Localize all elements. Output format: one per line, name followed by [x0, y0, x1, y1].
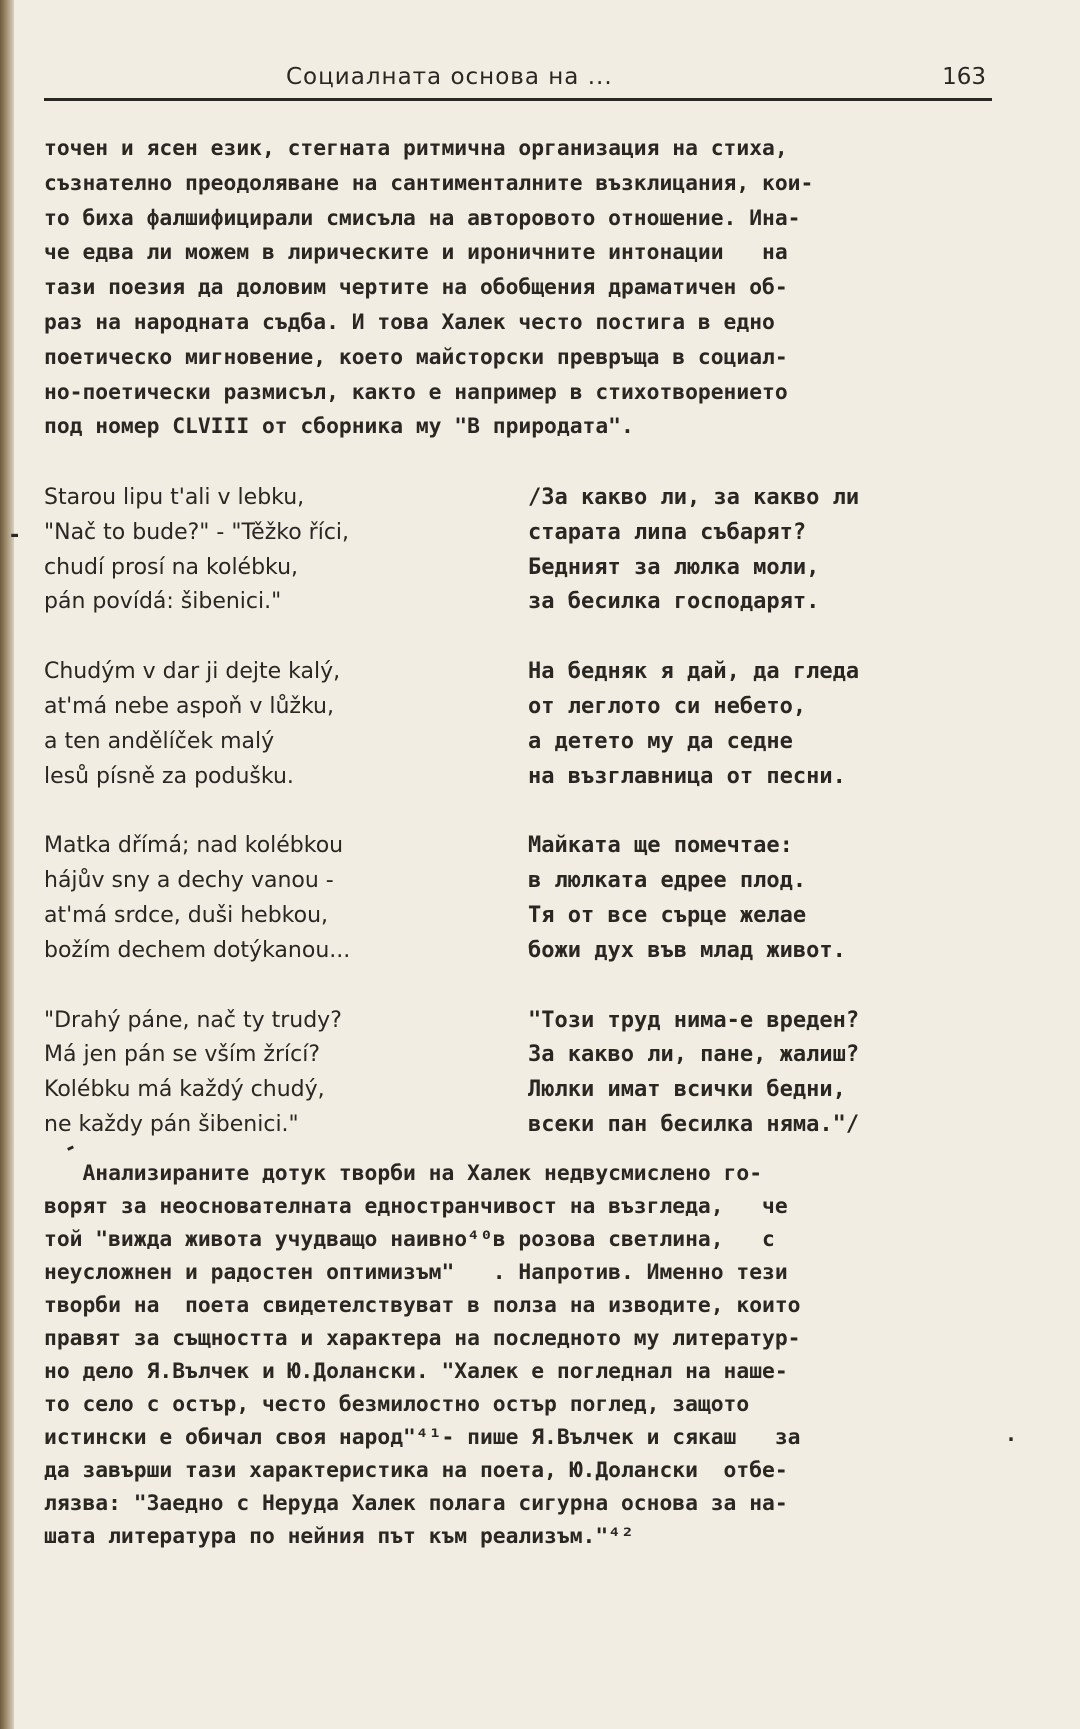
text-line: точен и ясен език, стегната ритмична организация на стиха, [44, 136, 788, 161]
poem-line: at'má srdce, duši hebkou, [44, 902, 329, 928]
poem-stanza [44, 481, 350, 620]
poem-line: božím dechem dotýkanou... [44, 937, 351, 963]
text-line: истински е обичал своя народ"⁴¹- пише Я.Вълчек и сякаш за [44, 1425, 801, 1450]
text-line: правят за същността и характера на последното му литератур- [44, 1326, 801, 1351]
poem-line: lesů písně za podušku. [44, 763, 294, 789]
poem-line: старата липа събарят? [528, 519, 807, 545]
paragraph-intro [44, 132, 813, 445]
text-line: да завърши тази характеристика на поета, Ю.Долански отбе- [44, 1458, 788, 1483]
poem-line: Starou lipu t'ali v lebku, [44, 485, 305, 510]
poem-stanza [528, 481, 859, 620]
poem-line: Matka dřímá; nad kolébkou [44, 833, 344, 859]
text-line: под номер CLVIII от сборника му "В природата". [44, 414, 634, 440]
text-line: шата литература по нейния път към реализъм."⁴² [44, 1524, 634, 1549]
text-line: поетическо мигновение, което майсторски превръща в социал- [44, 344, 788, 370]
text-line: то село с остър, често безмилостно остър поглед, защото [44, 1392, 750, 1417]
poem-line: ne každy pán šibenici." [44, 1111, 299, 1137]
poem-czech [44, 481, 350, 1178]
text-line: че едва ли можем в лирическите и ироничните интонации на [44, 240, 788, 266]
text-line: но дело Я.Вълчек и Ю.Долански. "Халек е погледнал на наше- [44, 1359, 788, 1384]
poem-line: hájův sny a dechy vanou - [44, 868, 334, 894]
margin-mark: - [8, 523, 22, 548]
poem-line: божи дух във млад живот. [528, 937, 846, 963]
page [8, 0, 1018, 1729]
poem-line: Kolébku má každý chudý, [44, 1077, 325, 1103]
poem-line: За какво ли, пане, жалиш? [528, 1042, 860, 1068]
poem-line: Chudým v dar ji dejte kalý, [44, 659, 341, 685]
poem-stanza [528, 1004, 859, 1143]
poem-stanza [44, 655, 350, 794]
poem-line: Бедният за люлка моли, [528, 554, 820, 580]
poem-stanza [528, 655, 859, 794]
text-line: Анализираните дотук творби на Халек недвусмислено го- [44, 1161, 763, 1186]
poem-line: pán povídá: šibenici." [44, 589, 282, 615]
text-line: лязва: "Заедно с Неруда Халек полага сигурна основа за на- [44, 1491, 788, 1516]
poem-line: а детето му да седне [528, 728, 793, 754]
poem-line: в люлката едрее плод. [528, 868, 807, 894]
poem-line: На бедняк я дай, да гледа [528, 659, 860, 685]
poem-line: за бесилка господарят. [528, 589, 820, 615]
poem-stanza [528, 829, 859, 968]
poem-stanza [44, 829, 350, 968]
poem-bulgarian [528, 481, 859, 1178]
poem-line: "Nač to bude?" - "Těžko říci, [44, 519, 350, 545]
header-title: Социалната основа на ... [286, 64, 613, 90]
poem-line: "Drahý páne, nač ty trudy? [44, 1007, 342, 1033]
text-line: творби на поета свидетелствуват в полза на изводите, които [44, 1293, 801, 1318]
poem-line: на възглавница от песни. [528, 763, 846, 789]
poem-line: a ten andělíček malý [44, 728, 275, 754]
margin-mark: - [59, 1133, 81, 1161]
poem-line: Люлки имат всички бедни, [528, 1077, 846, 1103]
text-line: съзнателно преодоляване на сантименталните възклицания, кои- [44, 170, 814, 196]
poem-line: Майката ще помечтае: [528, 833, 793, 859]
text-line: тази поезия да доловим чертите на обобщения драматичен об- [44, 275, 788, 301]
poem-stanza [44, 1004, 350, 1143]
poem-line: at'má nebe aspoň v lůžku, [44, 693, 334, 719]
poem-line: Má jen pán se vším žrící? [44, 1042, 321, 1068]
poem-line: всеки пан бесилка няма."/ [528, 1111, 860, 1137]
poem-line: chudí prosí na kolébku, [44, 554, 299, 580]
text-line: раз на народната съдба. И това Халек често постига в едно [44, 309, 775, 335]
poem-line: /За какво ли, за какво ли [528, 485, 860, 510]
text-line: то биха фалшифицирали смисъла на авторовото отношение. Ина- [44, 205, 801, 231]
paragraph-analysis [44, 1157, 801, 1553]
poem-line: от леглото си небето, [528, 693, 807, 719]
poem-line: Тя от все сърце желае [528, 902, 807, 928]
text-line: ворят за неоснователната едностранчивост на възгледа, че [44, 1194, 788, 1219]
poem-line: "Този труд нима-е вреден? [528, 1007, 860, 1033]
text-line: неусложнен и радостен оптимизъм" . Напротив. Именно тези [44, 1260, 788, 1285]
text-line: но-поетически размисъл, както е например в стихотворението [44, 379, 788, 405]
running-header [44, 64, 992, 101]
book-binding-shadow [0, 0, 14, 1729]
margin-dot: . [1005, 1422, 1018, 1446]
page-number: 163 [942, 64, 986, 90]
text-line: той "вижда живота учудващо наивно⁴⁰в розова светлина, с [44, 1227, 775, 1252]
